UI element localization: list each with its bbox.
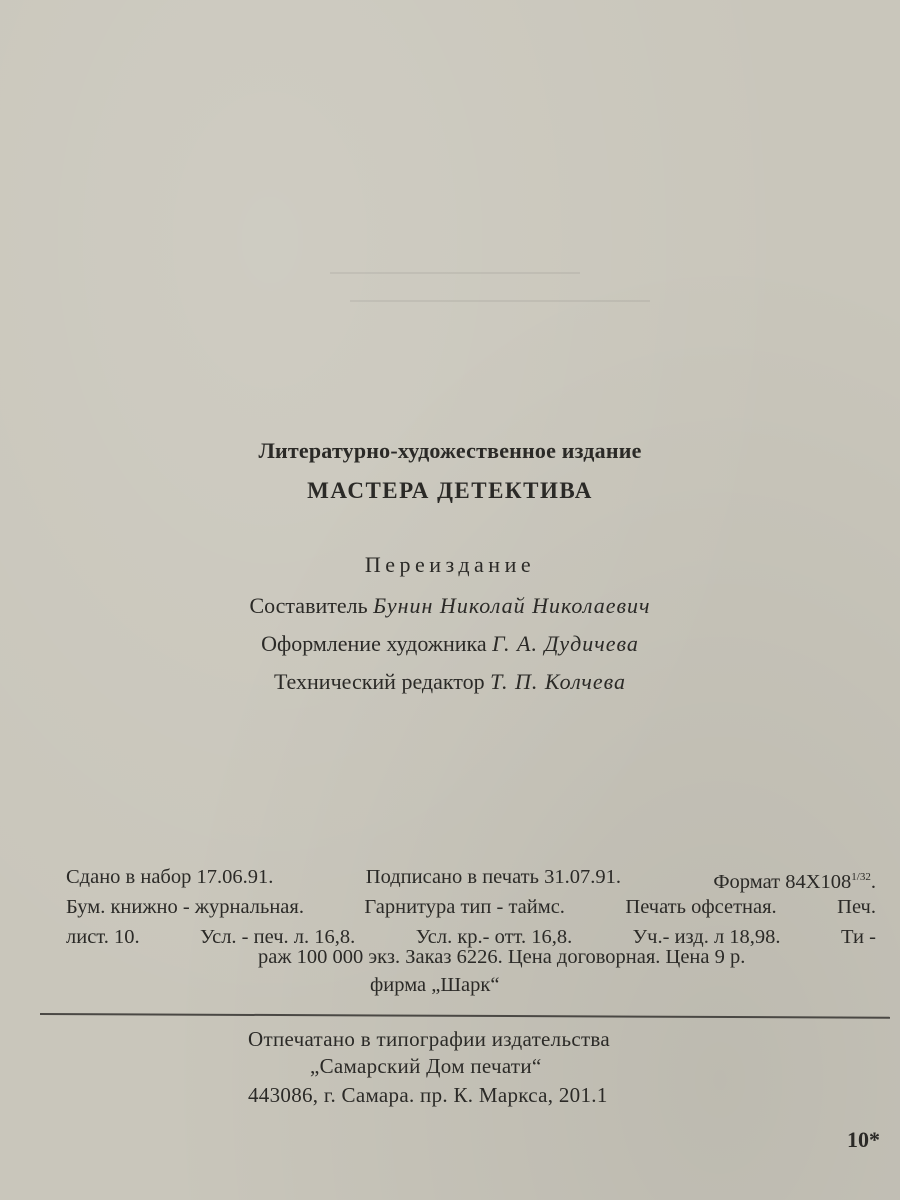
book-title: МАСТЕРА ДЕТЕКТИВА [307, 478, 593, 503]
printer-name: „Самарский Дом печати“ [310, 1054, 542, 1078]
edition-genre: Литературно-художественное издание [258, 438, 642, 463]
publisher-sheets: Уч.- изд. л 18,98. [632, 926, 781, 948]
show-through-line [330, 272, 580, 274]
compiler-label: Составитель [249, 593, 368, 618]
conventional-sheets: Усл. - печ. л. 16,8. [200, 926, 356, 948]
editor-name: Т. П. Колчева [490, 669, 627, 694]
paper-spec: Бум. книжно - журнальная. [66, 896, 304, 918]
designer-name: Г. А. Дудичева [492, 631, 639, 656]
printer-address: 443086, г. Самара. пр. К. Маркса, 201.1 [248, 1083, 608, 1107]
design-credit [0, 631, 900, 657]
imprint-line [66, 892, 876, 922]
reissue-note: Переиздание [364, 552, 536, 577]
compiler-credit [0, 593, 900, 619]
format-period: . [870, 870, 876, 893]
typeface-spec: Гарнитура тип - таймс. [364, 896, 565, 918]
print-method: Печать офсетная. [625, 896, 777, 918]
show-through-line [350, 300, 650, 302]
editor-label: Технический редактор [273, 669, 485, 694]
firm-name: фирма „Шарк“ [370, 974, 500, 996]
signature-mark: 10* [847, 1127, 880, 1152]
typeset-date: Сдано в набор 17.06.91. [66, 866, 274, 888]
color-impressions: Усл. кр.- отт. 16,8. [415, 926, 573, 948]
print-signed-date: Подписано в печать 31.07.91. [365, 866, 621, 888]
print-run-order-price: раж 100 000 экз. Заказ 6226. Цена договорная. Цена 9 р. [258, 946, 746, 968]
sheets-label: Печ. [837, 896, 876, 918]
format-value: Формат 84Х108 [713, 870, 852, 893]
printer-line: Отпечатано в типографии издательства [248, 1027, 610, 1051]
design-label: Оформление художника [261, 631, 487, 656]
divider-rule [40, 1013, 890, 1019]
compiler-name: Бунин Николай Николаевич [373, 593, 651, 618]
format-fraction: 1/32 [851, 871, 871, 883]
sheets-count: лист. 10. [66, 926, 140, 948]
editor-credit [0, 669, 900, 695]
print-run-label: Ти - [841, 926, 876, 948]
